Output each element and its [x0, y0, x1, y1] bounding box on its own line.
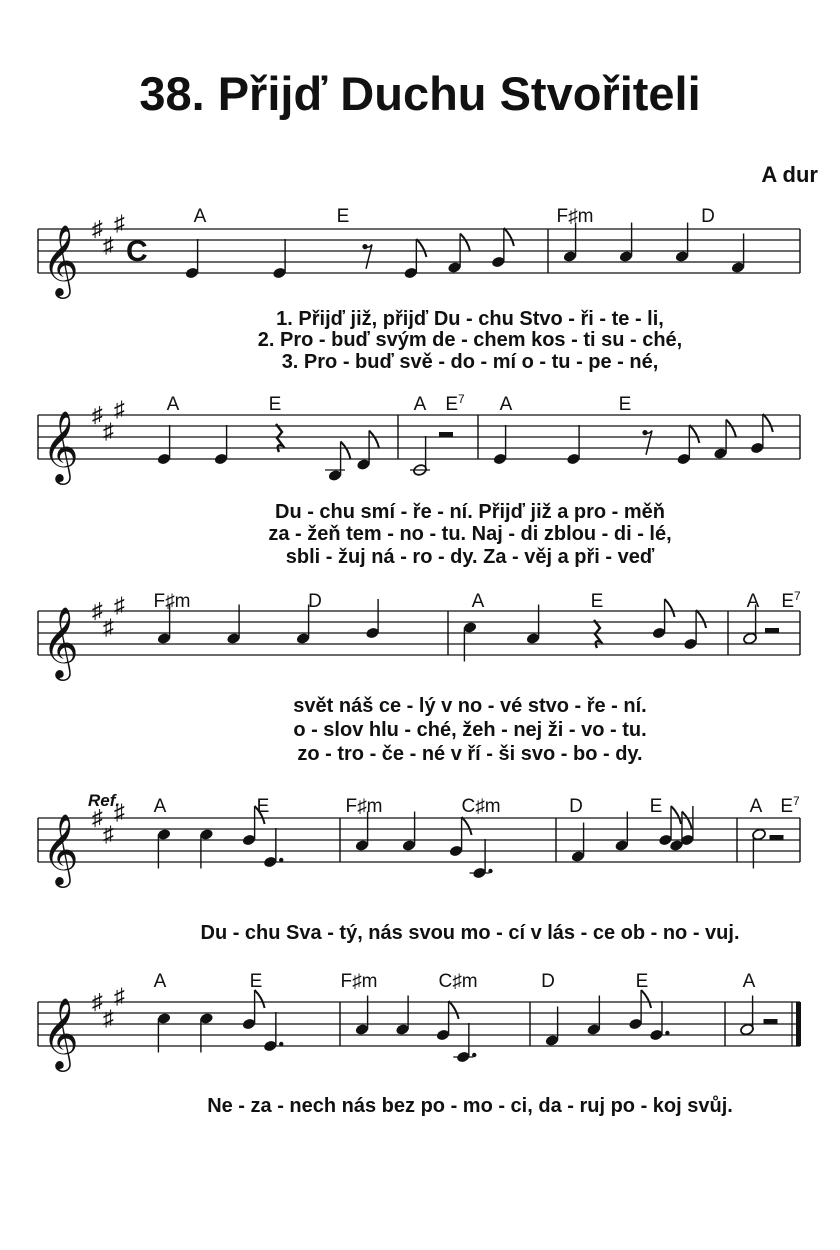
- half-rest: [765, 628, 779, 633]
- sharp-sign: ♯: [92, 216, 103, 241]
- chord-symbol: E: [249, 971, 263, 992]
- half-rest: [764, 1019, 778, 1024]
- sharp-sign: ♯: [114, 799, 125, 825]
- note-flag: [416, 239, 426, 257]
- note-flag: [726, 420, 736, 438]
- treble-clef: 𝄞: [42, 815, 79, 884]
- treble-clef: 𝄞: [42, 226, 79, 295]
- chord-symbol: A: [153, 796, 167, 817]
- chord-symbol: A: [471, 591, 485, 612]
- sharp-sign: ♯: [103, 1005, 114, 1031]
- chord-symbol: A: [166, 394, 180, 415]
- lyric-line: Du - chu Sva - tý, nás svou mo - cí v lás - ce ob - no - vuj.: [200, 922, 740, 944]
- chord-superscript: 7: [458, 392, 465, 406]
- note-flag: [462, 817, 472, 835]
- chord-symbol: E: [618, 394, 632, 415]
- staff-system: [38, 791, 800, 944]
- note-flag: [763, 414, 773, 432]
- sharp-sign: ♯: [92, 805, 103, 830]
- chord-symbol: E: [590, 591, 604, 612]
- lyric-line: svět náš ce - lý v no - vé stvo - ře - ní.: [293, 695, 647, 717]
- lyric-line: o - slov hlu - ché, žeh - nej ži - vo - tu.: [293, 719, 647, 741]
- time-signature: C: [126, 235, 148, 268]
- note-flag: [460, 234, 470, 252]
- sharp-sign: ♯: [103, 821, 114, 847]
- treble-clef: 𝄞: [42, 412, 79, 481]
- staff-system: [38, 206, 800, 373]
- half-rest: [439, 432, 453, 437]
- note-flag: [504, 228, 514, 246]
- chord-symbol: F♯m: [345, 796, 383, 817]
- sharp-sign: ♯: [92, 402, 103, 427]
- chord-symbol: $E^7$: [780, 794, 800, 817]
- chord-symbol: E: [268, 394, 282, 415]
- chord-symbol: $E^7$: [781, 589, 801, 612]
- sharp-sign: ♯: [114, 396, 125, 422]
- sharp-sign: ♯: [103, 232, 114, 258]
- note-dot: [665, 1031, 669, 1035]
- lyric-line: Du - chu smí - ře - ní. Přijď již a pro - měň: [275, 501, 665, 523]
- chord-symbol: A: [499, 394, 513, 415]
- refrain-label: Ref.: [88, 791, 121, 810]
- note-flag: [665, 599, 675, 617]
- treble-clef: 𝄞: [42, 999, 79, 1068]
- lyric-line: Ne - za - nech nás bez po - mo - ci, da - ruj po - koj svůj.: [207, 1095, 733, 1117]
- sharp-sign: ♯: [92, 598, 103, 623]
- final-barline-thick: [796, 1002, 801, 1046]
- sharp-sign: ♯: [103, 418, 114, 444]
- sharp-sign: ♯: [114, 210, 125, 236]
- chord-symbol: D: [569, 796, 583, 817]
- sharp-sign: ♯: [114, 983, 125, 1009]
- sharp-sign: ♯: [92, 989, 103, 1014]
- sharp-sign: ♯: [103, 614, 114, 640]
- lyric-line: 2. Pro - buď svým de - chem kos - ti su - ché,: [257, 329, 683, 351]
- chord-symbol: C♯m: [461, 796, 501, 817]
- chord-symbol: F♯m: [340, 971, 378, 992]
- lyric-line: za - žeň tem - no - tu. Naj - di zblou - di - lé,: [268, 523, 672, 545]
- chord-symbol: A: [742, 971, 756, 992]
- chord-symbol: A: [749, 796, 763, 817]
- sharp-sign: ♯: [114, 592, 125, 618]
- note-flag: [671, 806, 681, 824]
- chord-symbol: E: [635, 971, 649, 992]
- staff-system: [38, 589, 801, 765]
- chord-symbol: E: [256, 796, 270, 817]
- note-dot: [279, 1042, 283, 1046]
- chord-symbol: A: [153, 971, 167, 992]
- song-title: 38. Přijď Duchu Stvořiteli: [139, 67, 701, 120]
- chord-symbol: D: [541, 971, 555, 992]
- lyric-line: 3. Pro - buď svě - do - mí o - tu - pe - né,: [281, 351, 659, 373]
- lyric-line: zo - tro - če - né v ří - ši svo - bo - dy.: [297, 743, 643, 765]
- staff-system: [38, 971, 801, 1117]
- note-flag: [641, 990, 651, 1008]
- note-flag: [696, 610, 706, 628]
- lyric-line: sbli - žuj ná - ro - dy. Za - věj a při - veď: [285, 546, 655, 568]
- note-flag: [369, 431, 379, 449]
- note-flag: [341, 442, 351, 460]
- chord-symbol: C♯m: [438, 971, 478, 992]
- chord-symbol: D: [701, 206, 715, 227]
- note-flag: [449, 1001, 459, 1019]
- lyric-line: 1. Přijď již, přijď Du - chu Stvo - ři - te - li,: [276, 308, 664, 330]
- half-rest: [770, 835, 784, 840]
- note-flag: [682, 812, 692, 830]
- chord-symbol: F♯m: [153, 591, 191, 612]
- chord-symbol: D: [308, 591, 322, 612]
- chord-symbol: A: [413, 394, 427, 415]
- chord-superscript: 7: [793, 794, 800, 808]
- treble-clef: 𝄞: [42, 608, 79, 677]
- chord-symbol: A: [746, 591, 760, 612]
- chord-superscript: 7: [794, 589, 801, 603]
- chord-symbol: F♯m: [556, 206, 594, 227]
- chord-symbol: E: [336, 206, 350, 227]
- chord-symbol: E: [649, 796, 663, 817]
- staff-system: [38, 392, 800, 568]
- note-flag: [689, 425, 699, 443]
- chord-symbol: $E^7$: [445, 392, 465, 415]
- note-dot: [279, 858, 283, 862]
- chord-symbol: A: [193, 206, 207, 227]
- key-label: A dur: [761, 162, 818, 187]
- note-flag: [255, 990, 265, 1008]
